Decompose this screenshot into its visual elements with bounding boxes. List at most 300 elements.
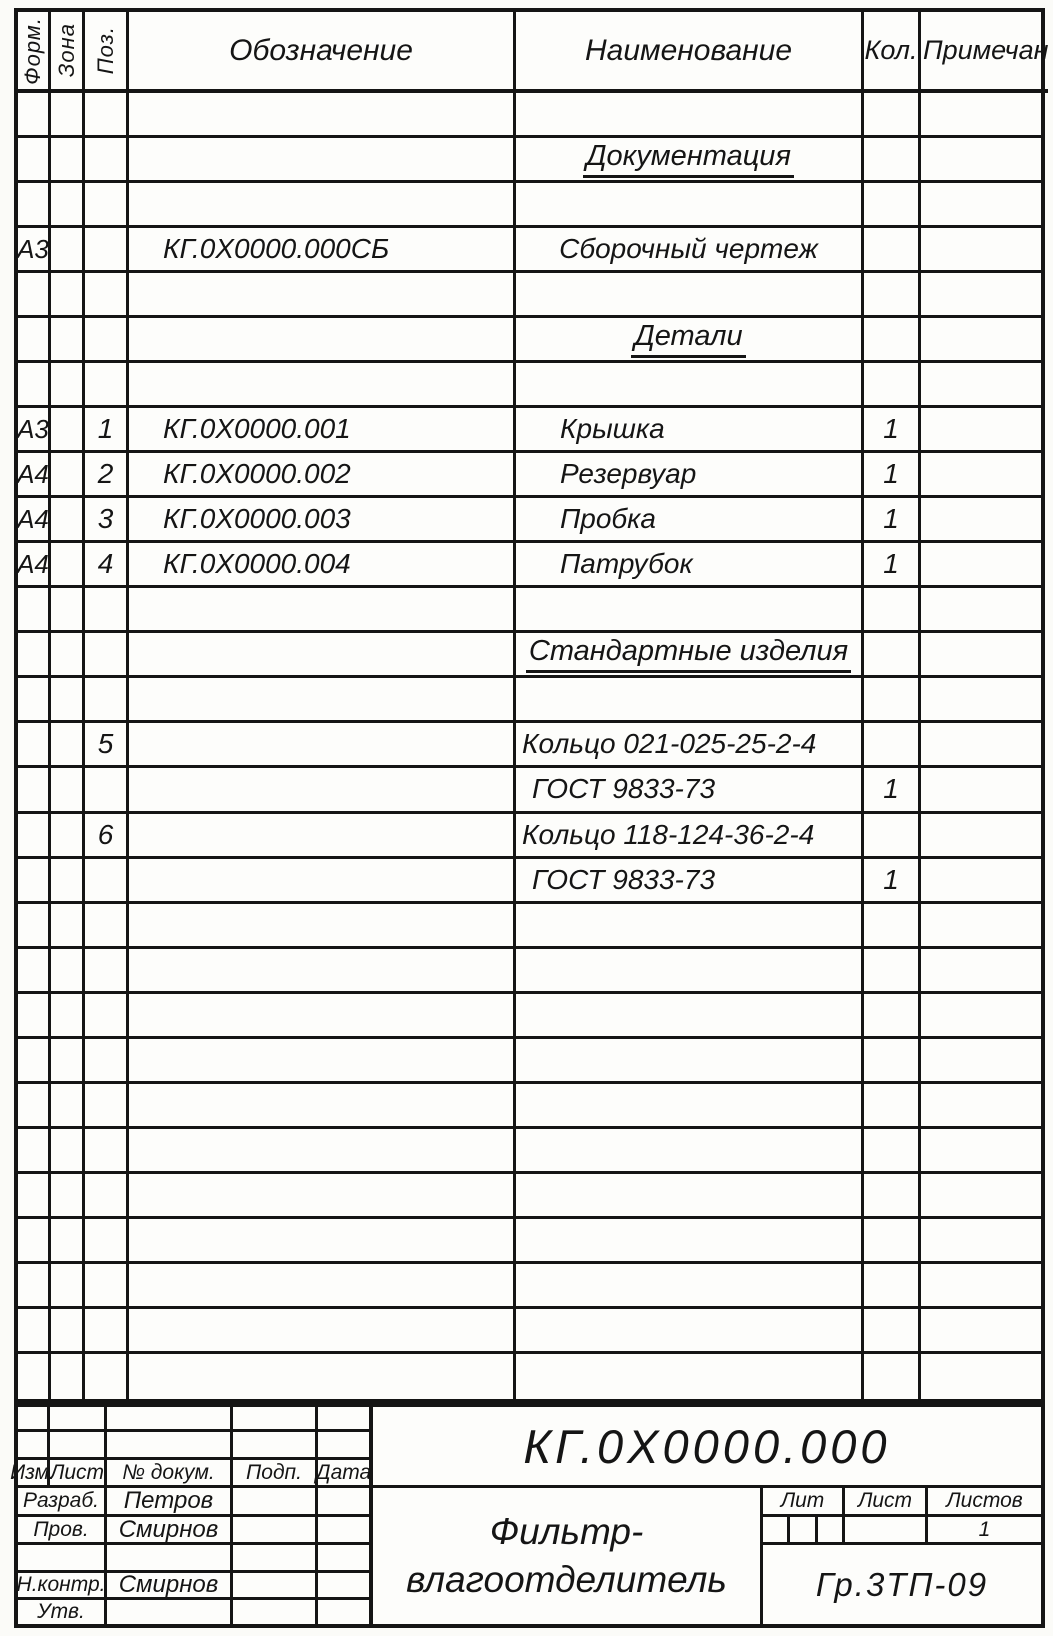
product-title-line1: Фильтр- xyxy=(489,1510,644,1552)
role-nkontr: Н.контр. xyxy=(18,1573,107,1600)
spec-cell-zona xyxy=(51,273,85,318)
spec-cell-prim xyxy=(921,138,1041,183)
spec-cell-zona xyxy=(51,228,85,273)
lit-cell xyxy=(763,1517,790,1542)
spec-cell-kol xyxy=(864,93,921,138)
spec-cell-zona xyxy=(51,318,85,363)
spec-row xyxy=(18,273,1041,318)
spec-cell-oboz xyxy=(129,363,516,408)
spec-cell-form xyxy=(18,183,51,228)
spec-cell-oboz xyxy=(129,814,516,859)
spec-row xyxy=(18,768,1041,813)
spec-cell-form xyxy=(18,1084,51,1129)
spec-cell-text: 5 xyxy=(97,728,114,760)
spec-row xyxy=(18,1084,1041,1129)
spec-cell-oboz xyxy=(129,1354,516,1399)
column-header-form-label: Форм. xyxy=(20,16,45,85)
spec-cell-prim xyxy=(921,994,1041,1039)
spec-cell-zona xyxy=(51,453,85,498)
spec-cell-text: Сборочный чертеж xyxy=(559,233,818,265)
column-header-note xyxy=(921,12,1048,93)
spec-row xyxy=(18,994,1041,1039)
spec-cell-prim xyxy=(921,318,1041,363)
spec-table xyxy=(14,8,1049,1403)
spec-cell-naim xyxy=(516,633,864,678)
spec-cell-prim xyxy=(921,1039,1041,1084)
spec-cell-zona xyxy=(51,904,85,949)
spec-cell-kol xyxy=(864,768,921,813)
spec-cell-prim xyxy=(921,1084,1041,1129)
spec-cell-zona xyxy=(51,93,85,138)
spec-cell-oboz xyxy=(129,543,516,588)
column-header-designation xyxy=(129,12,516,93)
spec-cell-zona xyxy=(51,588,85,633)
spec-row xyxy=(18,949,1041,994)
spec-cell-zona xyxy=(51,1084,85,1129)
lit-cell xyxy=(818,1517,842,1542)
spec-cell-kol xyxy=(864,543,921,588)
spec-cell-prim xyxy=(921,949,1041,994)
spec-cell-text: 4 xyxy=(97,548,114,580)
spec-cell-oboz xyxy=(129,994,516,1039)
spec-cell-text: 2 xyxy=(97,458,114,490)
spec-cell-kol xyxy=(864,949,921,994)
spec-cell-prim xyxy=(921,93,1041,138)
spec-cell-poz xyxy=(85,228,129,273)
spec-cell-poz xyxy=(85,1264,129,1309)
name-empty xyxy=(107,1545,233,1573)
spec-cell-prim xyxy=(921,273,1041,318)
spec-cell-poz xyxy=(85,1129,129,1174)
spec-cell-prim xyxy=(921,814,1041,859)
spec-cell-naim xyxy=(516,498,864,543)
spec-row xyxy=(18,228,1041,273)
label-list: Лист xyxy=(50,1460,107,1488)
spec-row xyxy=(18,498,1041,543)
spec-row xyxy=(18,588,1041,633)
group-code: Гр.3ТП-09 xyxy=(815,1565,989,1603)
spec-cell-poz xyxy=(85,273,129,318)
spec-table-header xyxy=(18,12,1049,93)
spec-cell-poz xyxy=(85,453,129,498)
spec-cell-poz xyxy=(85,408,129,453)
spec-cell-naim xyxy=(516,318,864,363)
spec-cell-kol xyxy=(864,633,921,678)
spec-cell-kol xyxy=(864,588,921,633)
spec-cell-form xyxy=(18,93,51,138)
spec-cell-naim xyxy=(516,949,864,994)
spec-cell-kol xyxy=(864,1264,921,1309)
revision-cell xyxy=(50,1432,107,1460)
sign-cell xyxy=(233,1488,318,1517)
spec-cell-oboz xyxy=(129,723,516,768)
revision-cell xyxy=(18,1432,50,1460)
spec-cell-oboz xyxy=(129,904,516,949)
spec-cell-oboz xyxy=(129,1309,516,1354)
spec-cell-zona xyxy=(51,408,85,453)
spec-cell-oboz xyxy=(129,1084,516,1129)
spec-cell-text: Крышка xyxy=(560,413,665,445)
spec-cell-kol xyxy=(864,453,921,498)
spec-row xyxy=(18,138,1041,183)
spec-cell-oboz xyxy=(129,408,516,453)
spec-cell-form xyxy=(18,498,51,543)
role-prov: Пров. xyxy=(18,1517,107,1545)
spec-cell-oboz xyxy=(129,1129,516,1174)
spec-cell-poz xyxy=(85,814,129,859)
spec-cell-text: Документация xyxy=(583,140,794,178)
spec-cell-naim xyxy=(516,1039,864,1084)
spec-cell-prim xyxy=(921,543,1041,588)
spec-cell-poz xyxy=(85,949,129,994)
spec-cell-zona xyxy=(51,678,85,723)
spec-cell-prim xyxy=(921,859,1041,904)
spec-cell-form xyxy=(18,1174,51,1219)
spec-cell-oboz xyxy=(129,859,516,904)
spec-cell-prim xyxy=(921,1354,1041,1399)
spec-cell-poz xyxy=(85,1219,129,1264)
spec-cell-zona xyxy=(51,768,85,813)
spec-cell-naim xyxy=(516,678,864,723)
spec-cell-zona xyxy=(51,543,85,588)
role-utv: Утв. xyxy=(18,1600,107,1624)
spec-row xyxy=(18,904,1041,949)
spec-cell-text: 1 xyxy=(883,458,899,490)
spec-row xyxy=(18,1219,1041,1264)
spec-cell-oboz xyxy=(129,633,516,678)
spec-cell-form xyxy=(18,994,51,1039)
spec-cell-prim xyxy=(921,1219,1041,1264)
spec-cell-poz xyxy=(85,543,129,588)
spec-cell-text: КГ.0Х0000.001 xyxy=(163,413,351,445)
spec-row xyxy=(18,859,1041,904)
spec-cell-kol xyxy=(864,363,921,408)
spec-cell-text: А3 xyxy=(17,413,49,444)
spec-cell-text: Пробка xyxy=(560,503,656,535)
spec-row xyxy=(18,1039,1041,1084)
column-header-name xyxy=(516,12,864,93)
title-block-left xyxy=(10,1407,373,1624)
spec-cell-naim xyxy=(516,183,864,228)
title-block xyxy=(10,1403,1045,1628)
spec-cell-poz xyxy=(85,1354,129,1399)
spec-cell-naim xyxy=(516,228,864,273)
spec-cell-zona xyxy=(51,1039,85,1084)
spec-cell-prim xyxy=(921,723,1041,768)
spec-cell-text: 3 xyxy=(97,503,114,535)
spec-cell-poz xyxy=(85,678,129,723)
spec-cell-form xyxy=(18,1354,51,1399)
column-header-form xyxy=(18,12,51,93)
spec-cell-form xyxy=(18,1129,51,1174)
spec-cell-form xyxy=(18,633,51,678)
spec-cell-oboz xyxy=(129,588,516,633)
name-prov: Смирнов xyxy=(107,1517,233,1545)
spec-cell-form xyxy=(18,1309,51,1354)
spec-cell-prim xyxy=(921,1174,1041,1219)
spec-cell-kol xyxy=(864,273,921,318)
spec-cell-naim xyxy=(516,1129,864,1174)
column-header-qty xyxy=(864,12,921,93)
spec-cell-text: Стандартные изделия xyxy=(526,635,851,673)
spec-cell-kol xyxy=(864,1309,921,1354)
spec-cell-text: Патрубок xyxy=(560,548,693,580)
column-header-poz xyxy=(85,12,129,93)
spec-cell-form xyxy=(18,138,51,183)
spec-cell-naim xyxy=(516,1174,864,1219)
spec-cell-zona xyxy=(51,633,85,678)
spec-cell-form xyxy=(18,904,51,949)
spec-row xyxy=(18,678,1041,723)
spec-cell-naim xyxy=(516,408,864,453)
spec-cell-zona xyxy=(51,859,85,904)
spec-cell-oboz xyxy=(129,228,516,273)
spec-cell-prim xyxy=(921,678,1041,723)
label-podp: Подп. xyxy=(233,1460,318,1488)
sign-cell xyxy=(233,1600,318,1624)
name-razrab: Петров xyxy=(107,1488,233,1517)
spec-cell-naim xyxy=(516,1309,864,1354)
sign-cell xyxy=(233,1573,318,1600)
column-header-zona-label: Зона xyxy=(53,23,79,78)
spec-cell-naim xyxy=(516,814,864,859)
date-cell xyxy=(318,1488,373,1517)
spec-cell-kol xyxy=(864,1129,921,1174)
spec-cell-poz xyxy=(85,1174,129,1219)
spec-row xyxy=(18,183,1041,228)
spec-cell-prim xyxy=(921,183,1041,228)
revision-cell xyxy=(50,1407,107,1432)
role-empty xyxy=(18,1545,107,1573)
spec-cell-poz xyxy=(85,1039,129,1084)
spec-cell-zona xyxy=(51,949,85,994)
spec-cell-poz xyxy=(85,1309,129,1354)
spec-cell-text: 1 xyxy=(883,773,899,805)
spec-cell-kol xyxy=(864,138,921,183)
column-header-poz-label: Поз. xyxy=(92,26,118,75)
spec-cell-naim xyxy=(516,768,864,813)
spec-cell-prim xyxy=(921,228,1041,273)
spec-cell-prim xyxy=(921,588,1041,633)
spec-cell-oboz xyxy=(129,93,516,138)
sheets-value: 1 xyxy=(928,1517,1041,1545)
spec-cell-text: 1 xyxy=(883,413,899,445)
spec-cell-form xyxy=(18,1219,51,1264)
spec-row xyxy=(18,363,1041,408)
spec-cell-form xyxy=(18,588,51,633)
column-header-designation-label: Обозначение xyxy=(229,33,413,67)
spec-cell-text: 1 xyxy=(97,413,114,445)
spec-cell-text: А4 xyxy=(17,458,49,489)
role-razrab: Разраб. xyxy=(18,1488,107,1517)
spec-cell-oboz xyxy=(129,949,516,994)
spec-cell-text: ГОСТ 9833-73 xyxy=(532,773,716,805)
spec-cell-zona xyxy=(51,138,85,183)
spec-cell-text: 1 xyxy=(883,503,899,535)
spec-cell-naim xyxy=(516,1354,864,1399)
spec-cell-oboz xyxy=(129,678,516,723)
spec-cell-zona xyxy=(51,183,85,228)
date-cell xyxy=(318,1517,373,1545)
spec-cell-poz xyxy=(85,318,129,363)
spec-cell-text: Резервуар xyxy=(560,458,697,490)
lit-cell xyxy=(790,1517,817,1542)
spec-row xyxy=(18,1309,1041,1354)
spec-cell-kol xyxy=(864,1354,921,1399)
spec-cell-prim xyxy=(921,498,1041,543)
spec-cell-oboz xyxy=(129,273,516,318)
spec-cell-oboz xyxy=(129,498,516,543)
spec-cell-naim xyxy=(516,453,864,498)
spec-cell-poz xyxy=(85,1084,129,1129)
revision-cell xyxy=(107,1407,233,1432)
spec-cell-prim xyxy=(921,768,1041,813)
spec-cell-text: 6 xyxy=(97,818,114,850)
spec-cell-zona xyxy=(51,1354,85,1399)
spec-row xyxy=(18,93,1041,138)
spec-cell-text: ГОСТ 9833-73 xyxy=(532,863,716,895)
spec-cell-kol xyxy=(864,1039,921,1084)
spec-cell-oboz xyxy=(129,1039,516,1084)
spec-cell-form xyxy=(18,1039,51,1084)
spec-cell-poz xyxy=(85,363,129,408)
spec-cell-naim xyxy=(516,994,864,1039)
spec-cell-text: КГ.0Х0000.002 xyxy=(163,458,351,490)
spec-row xyxy=(18,1264,1041,1309)
label-lit: Лит xyxy=(763,1488,845,1517)
revision-cell xyxy=(318,1407,373,1432)
spec-row xyxy=(18,453,1041,498)
spec-cell-naim xyxy=(516,859,864,904)
date-cell xyxy=(318,1573,373,1600)
spec-cell-text: Детали xyxy=(631,320,745,358)
spec-cell-naim xyxy=(516,588,864,633)
spec-cell-zona xyxy=(51,1309,85,1354)
spec-cell-prim xyxy=(921,1309,1041,1354)
name-nkontr: Смирнов xyxy=(107,1573,233,1600)
spec-row xyxy=(18,1174,1041,1219)
spec-cell-naim xyxy=(516,723,864,768)
product-title-line2: влагоотделитель xyxy=(406,1559,727,1600)
spec-cell-text: КГ.0Х0000.004 xyxy=(163,548,351,580)
spec-row xyxy=(18,408,1041,453)
spec-row xyxy=(18,318,1041,363)
spec-cell-prim xyxy=(921,408,1041,453)
sign-cell xyxy=(233,1545,318,1573)
spec-cell-kol xyxy=(864,994,921,1039)
spec-cell-form xyxy=(18,228,51,273)
spec-cell-oboz xyxy=(129,138,516,183)
lit-value-cells xyxy=(763,1517,845,1545)
column-header-qty-label: Кол. xyxy=(864,35,918,65)
label-sheets: Листов xyxy=(928,1488,1041,1517)
document-number: КГ.0Х0000.000 xyxy=(373,1407,1041,1488)
spec-cell-form xyxy=(18,1264,51,1309)
spec-cell-naim xyxy=(516,1084,864,1129)
spec-cell-text: 1 xyxy=(883,863,899,895)
title-block-right xyxy=(373,1407,1041,1624)
spec-cell-zona xyxy=(51,994,85,1039)
spec-cell-zona xyxy=(51,1219,85,1264)
spec-cell-oboz xyxy=(129,318,516,363)
revision-cell xyxy=(233,1432,318,1460)
name-utv xyxy=(107,1600,233,1624)
spec-cell-zona xyxy=(51,1129,85,1174)
spec-cell-text: Кольцо 021-025-25-2-4 xyxy=(522,728,817,760)
spec-cell-zona xyxy=(51,814,85,859)
spec-cell-text: КГ.0Х0000.003 xyxy=(163,503,351,535)
spec-cell-form xyxy=(18,768,51,813)
spec-cell-text: А3 xyxy=(17,233,49,264)
product-title xyxy=(373,1488,763,1624)
spec-cell-form xyxy=(18,949,51,994)
spec-cell-kol xyxy=(864,498,921,543)
column-header-zona xyxy=(51,12,85,93)
spec-cell-kol xyxy=(864,904,921,949)
spec-cell-kol xyxy=(864,1174,921,1219)
spec-cell-form xyxy=(18,453,51,498)
spec-cell-zona xyxy=(51,723,85,768)
date-cell xyxy=(318,1545,373,1573)
spec-cell-form xyxy=(18,543,51,588)
spec-cell-text: А4 xyxy=(17,548,49,579)
spec-cell-kol xyxy=(864,1219,921,1264)
spec-row xyxy=(18,723,1041,768)
spec-row xyxy=(18,814,1041,859)
spec-cell-prim xyxy=(921,1264,1041,1309)
spec-cell-kol xyxy=(864,1084,921,1129)
label-sheet: Лист xyxy=(845,1488,928,1517)
label-data: Дата xyxy=(318,1460,373,1488)
spec-cell-oboz xyxy=(129,1174,516,1219)
spec-cell-kol xyxy=(864,859,921,904)
spec-cell-naim xyxy=(516,904,864,949)
revision-cell xyxy=(233,1407,318,1432)
spec-cell-zona xyxy=(51,1174,85,1219)
spec-row xyxy=(18,543,1041,588)
spec-cell-naim xyxy=(516,543,864,588)
spec-cell-naim xyxy=(516,1264,864,1309)
spec-cell-form xyxy=(18,723,51,768)
spec-cell-poz xyxy=(85,994,129,1039)
sign-cell xyxy=(233,1517,318,1545)
spec-cell-kol xyxy=(864,408,921,453)
spec-cell-prim xyxy=(921,633,1041,678)
date-cell xyxy=(318,1600,373,1624)
label-ndocum: № докум. xyxy=(107,1460,233,1488)
spec-cell-kol xyxy=(864,814,921,859)
spec-cell-kol xyxy=(864,723,921,768)
spec-cell-naim xyxy=(516,1219,864,1264)
spec-cell-form xyxy=(18,814,51,859)
label-izm: Изм. xyxy=(18,1460,50,1488)
spec-cell-kol xyxy=(864,318,921,363)
spec-cell-poz xyxy=(85,633,129,678)
spec-cell-poz xyxy=(85,138,129,183)
spec-cell-zona xyxy=(51,498,85,543)
column-header-name-label: Наименование xyxy=(584,33,793,67)
spec-cell-poz xyxy=(85,723,129,768)
spec-cell-poz xyxy=(85,588,129,633)
spec-cell-zona xyxy=(51,363,85,408)
spec-table-rows xyxy=(18,93,1041,1399)
spec-cell-prim xyxy=(921,1129,1041,1174)
spec-cell-form xyxy=(18,678,51,723)
spec-cell-naim xyxy=(516,363,864,408)
spec-cell-oboz xyxy=(129,1264,516,1309)
spec-cell-form xyxy=(18,273,51,318)
spec-cell-form xyxy=(18,859,51,904)
